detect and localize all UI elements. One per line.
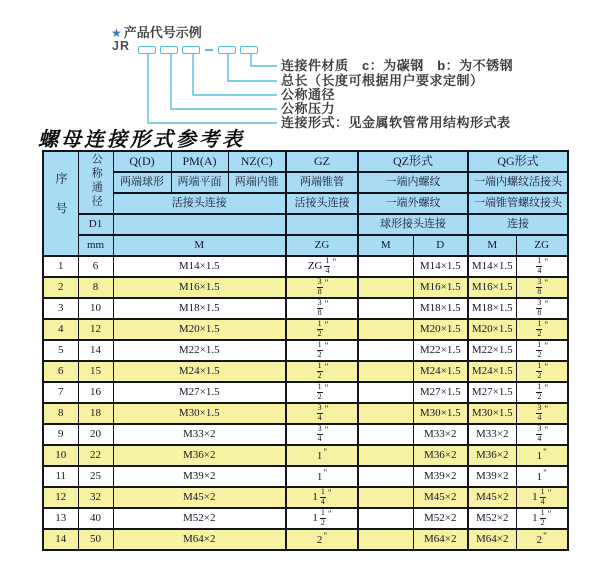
header-cell	[113, 214, 286, 235]
fraction: $\frac{1}{2}$	[537, 319, 542, 338]
header-group-pma: PM(A)	[171, 151, 228, 172]
header-cell: 两端球形	[113, 172, 171, 193]
cell-m-thread: M36×2	[113, 445, 286, 466]
cell-m-thread: M27×1.5	[113, 382, 286, 403]
cell-qz-d: M45×2	[413, 487, 468, 508]
header-cell: 两端内锥	[228, 172, 286, 193]
cell-qg-m: M20×1.5	[468, 319, 516, 340]
table-row	[43, 256, 568, 277]
table-row	[43, 424, 568, 445]
cell-seq: 5	[43, 340, 78, 361]
fraction: $\frac{3}{8}$	[537, 277, 542, 296]
header-cell: 一端外螺纹	[358, 193, 468, 214]
header-seq: 序号	[43, 151, 78, 256]
fraction: $\frac{1}{2}$	[537, 340, 542, 359]
cell-qg-m: M52×2	[468, 508, 516, 529]
cell-m-thread: M16×1.5	[113, 277, 286, 298]
cell-qg-zg: $\frac{3}{4}$ "	[516, 424, 568, 445]
header-cell: 一端锥管螺纹接头	[468, 193, 568, 214]
cell-qg-m: M18×1.5	[468, 298, 516, 319]
header-cell: 球形接头连接	[358, 214, 468, 235]
header-nominal-diameter: 公称通径	[78, 151, 113, 214]
header-cell: 两端平面	[171, 172, 228, 193]
header-cell: 活接头连接	[286, 193, 358, 214]
cell-qz-m	[358, 424, 413, 445]
cell-qz-m	[358, 361, 413, 382]
fraction: $\frac{1}{4}$	[325, 256, 330, 275]
product-code-prefix: JR	[112, 39, 130, 53]
header-cell: 活接头连接	[113, 193, 286, 214]
cell-qg-m: M30×1.5	[468, 403, 516, 424]
cell-qz-m	[358, 277, 413, 298]
code-label-nominal-pressure: 公称压力	[281, 101, 336, 116]
cell-dn: 22	[78, 445, 113, 466]
cell-qg-zg: $\frac{3}{8}$ "	[516, 298, 568, 319]
cell-m-thread: M22×1.5	[113, 340, 286, 361]
cell-qz-d: M27×1.5	[413, 382, 468, 403]
cell-gz: $\frac{3}{4}$ "	[286, 403, 358, 424]
header-group-qz: QZ形式	[358, 151, 468, 172]
cell-gz: 2"	[286, 529, 358, 550]
cell-qz-d: M33×2	[413, 424, 468, 445]
cell-m-thread: M45×2	[113, 487, 286, 508]
cell-m-thread: M64×2	[113, 529, 286, 550]
cell-qg-m: M22×1.5	[468, 340, 516, 361]
table-row	[43, 340, 568, 361]
cell-qz-m	[358, 487, 413, 508]
cell-qz-d: M14×1.5	[413, 256, 468, 277]
cell-gz: $\frac{1}{2}$ "	[286, 361, 358, 382]
fraction: $\frac{1}{2}$	[537, 361, 542, 380]
cell-qg-zg: 1 $\frac{1}{4}$ "	[516, 487, 568, 508]
cell-dn: 16	[78, 382, 113, 403]
cell-seq: 9	[43, 424, 78, 445]
cell-qg-m: M24×1.5	[468, 361, 516, 382]
header-group-qg: QG形式	[468, 151, 568, 172]
fraction: $\frac{1}{2}$	[317, 361, 322, 380]
cell-seq: 10	[43, 445, 78, 466]
cell-gz: 1"	[286, 445, 358, 466]
cell-qg-zg: $\frac{1}{4}$ "	[516, 256, 568, 277]
cell-qz-m	[358, 403, 413, 424]
cell-qg-m: M33×2	[468, 424, 516, 445]
cell-m-thread: M33×2	[113, 424, 286, 445]
header-cell: 一端内螺纹	[358, 172, 468, 193]
cell-seq: 8	[43, 403, 78, 424]
cell-dn: 25	[78, 466, 113, 487]
cell-dn: 15	[78, 361, 113, 382]
table-row	[43, 403, 568, 424]
cell-gz: $\frac{3}{8}$ "	[286, 298, 358, 319]
cell-dn: 32	[78, 487, 113, 508]
fraction: $\frac{1}{4}$	[537, 256, 542, 275]
star-icon: ★	[111, 26, 122, 40]
header-cell: M	[358, 235, 413, 256]
cell-dn: 20	[78, 424, 113, 445]
table-row	[43, 277, 568, 298]
code-box	[182, 46, 200, 54]
cell-qg-m: M45×2	[468, 487, 516, 508]
cell-qg-m: M14×1.5	[468, 256, 516, 277]
header-mm: mm	[78, 235, 113, 256]
cell-qg-zg: 2"	[516, 529, 568, 550]
cell-qg-m: M27×1.5	[468, 382, 516, 403]
cell-gz: $\frac{1}{2}$ "	[286, 340, 358, 361]
cell-seq: 13	[43, 508, 78, 529]
cell-qg-zg: $\frac{3}{4}$ "	[516, 403, 568, 424]
cell-seq: 14	[43, 529, 78, 550]
cell-qz-m	[358, 319, 413, 340]
cell-gz: 1"	[286, 466, 358, 487]
cell-qg-zg: $\frac{3}{8}$ "	[516, 277, 568, 298]
fraction: $\frac{3}{4}$	[317, 424, 322, 443]
cell-qg-m: M39×2	[468, 466, 516, 487]
nut-connection-reference-table	[42, 150, 569, 551]
cell-dn: 14	[78, 340, 113, 361]
header-d1: D1	[78, 214, 113, 235]
cell-qg-zg: $\frac{1}{2}$ "	[516, 340, 568, 361]
cell-qg-zg: $\frac{1}{2}$ "	[516, 361, 568, 382]
header-cell: ZG	[516, 235, 568, 256]
fraction: $\frac{1}{2}$	[317, 319, 322, 338]
code-box	[138, 46, 156, 54]
header-cell: 连接	[468, 214, 568, 235]
header-row	[43, 214, 568, 235]
cell-qz-d: M39×2	[413, 466, 468, 487]
cell-gz: ZG $\frac{1}{4}$ "	[286, 256, 358, 277]
code-box	[240, 46, 258, 54]
cell-dn: 40	[78, 508, 113, 529]
cell-qz-d: M22×1.5	[413, 340, 468, 361]
fraction: $\frac{1}{4}$	[320, 487, 325, 506]
cell-m-thread: M18×1.5	[113, 298, 286, 319]
cell-seq: 1	[43, 256, 78, 277]
cell-qz-m	[358, 466, 413, 487]
table-row	[43, 487, 568, 508]
cell-qz-d: M18×1.5	[413, 298, 468, 319]
code-box	[218, 46, 236, 54]
table-row	[43, 361, 568, 382]
cell-seq: 2	[43, 277, 78, 298]
code-label-nominal-diameter: 公称通径	[281, 87, 336, 102]
fraction: $\frac{3}{4}$	[537, 403, 542, 422]
fraction: $\frac{1}{2}$	[320, 508, 325, 527]
table-row	[43, 382, 568, 403]
header-row	[43, 193, 568, 214]
cell-seq: 3	[43, 298, 78, 319]
table-row	[43, 445, 568, 466]
cell-seq: 7	[43, 382, 78, 403]
header-cell: M	[113, 235, 286, 256]
cell-gz: $\frac{3}{4}$ "	[286, 424, 358, 445]
cell-dn: 6	[78, 256, 113, 277]
cell-gz: $\frac{3}{8}$ "	[286, 277, 358, 298]
cell-seq: 12	[43, 487, 78, 508]
table-row	[43, 466, 568, 487]
fraction: $\frac{3}{8}$	[537, 298, 542, 317]
cell-m-thread: M24×1.5	[113, 361, 286, 382]
cell-qz-m	[358, 508, 413, 529]
cell-gz: $\frac{1}{2}$ "	[286, 319, 358, 340]
cell-qz-d: M64×2	[413, 529, 468, 550]
connector-lines	[0, 0, 300, 140]
code-box	[160, 46, 178, 54]
table-row	[43, 529, 568, 550]
cell-m-thread: M20×1.5	[113, 319, 286, 340]
cell-qz-m	[358, 256, 413, 277]
cell-dn: 12	[78, 319, 113, 340]
code-label-material: 连接件材质 c：为碳钢 b：为不锈钢	[281, 58, 514, 73]
code-label-total-length: 总长（长度可根据用户要求定制）	[281, 73, 484, 88]
cell-qz-d: M16×1.5	[413, 277, 468, 298]
product-code-boxes	[138, 45, 258, 54]
fraction: $\frac{1}{2}$	[537, 382, 542, 401]
header-cell: 一端内螺纹活接头	[468, 172, 568, 193]
cell-qg-zg: 1 $\frac{1}{2}$ "	[516, 508, 568, 529]
cell-qz-m	[358, 298, 413, 319]
cell-qz-d: M36×2	[413, 445, 468, 466]
fraction: $\frac{1}{2}$	[540, 508, 545, 527]
header-cell	[286, 214, 358, 235]
cell-dn: 8	[78, 277, 113, 298]
cell-qg-zg: $\frac{1}{2}$ "	[516, 382, 568, 403]
cell-qg-zg: $\frac{1}{2}$ "	[516, 319, 568, 340]
cell-qz-m	[358, 445, 413, 466]
product-code-example-label: 产品代号示例	[123, 25, 202, 40]
header-row	[43, 235, 568, 256]
table-row	[43, 508, 568, 529]
fraction: $\frac{3}{8}$	[317, 277, 322, 296]
cell-qz-d: M52×2	[413, 508, 468, 529]
cell-qz-m	[358, 529, 413, 550]
fraction: $\frac{3}{4}$	[317, 403, 322, 422]
cell-seq: 4	[43, 319, 78, 340]
header-cell: 两端锥管	[286, 172, 358, 193]
cell-dn: 18	[78, 403, 113, 424]
cell-qg-m: M36×2	[468, 445, 516, 466]
code-label-connection-type: 连接形式：见金属软管常用结构形式表	[281, 115, 511, 130]
table-row	[43, 319, 568, 340]
header-group-gz: GZ	[286, 151, 358, 172]
code-dash	[205, 49, 213, 51]
cell-qz-m	[358, 340, 413, 361]
fraction: $\frac{1}{4}$	[540, 487, 545, 506]
cell-qz-m	[358, 382, 413, 403]
cell-qg-m: M16×1.5	[468, 277, 516, 298]
table-title: 螺母连接形式参考表	[38, 129, 245, 151]
header-row	[43, 172, 568, 193]
cell-qg-m: M64×2	[468, 529, 516, 550]
cell-qz-d: M24×1.5	[413, 361, 468, 382]
cell-m-thread: M30×1.5	[113, 403, 286, 424]
cell-m-thread: M14×1.5	[113, 256, 286, 277]
header-row	[43, 151, 568, 172]
table-row	[43, 298, 568, 319]
cell-dn: 10	[78, 298, 113, 319]
header-cell: ZG	[286, 235, 358, 256]
cell-m-thread: M39×2	[113, 466, 286, 487]
cell-gz: $\frac{1}{2}$ "	[286, 382, 358, 403]
cell-gz: 1 $\frac{1}{2}$ "	[286, 508, 358, 529]
fraction: $\frac{3}{8}$	[317, 298, 322, 317]
fraction: $\frac{1}{2}$	[317, 382, 322, 401]
fraction: $\frac{3}{4}$	[537, 424, 542, 443]
cell-qg-zg: 1"	[516, 466, 568, 487]
cell-qz-d: M20×1.5	[413, 319, 468, 340]
cell-qz-d: M30×1.5	[413, 403, 468, 424]
cell-gz: 1 $\frac{1}{4}$ "	[286, 487, 358, 508]
header-group-nzc: NZ(C)	[228, 151, 286, 172]
cell-m-thread: M52×2	[113, 508, 286, 529]
cell-seq: 11	[43, 466, 78, 487]
cell-qg-zg: 1"	[516, 445, 568, 466]
header-cell: D	[413, 235, 468, 256]
cell-seq: 6	[43, 361, 78, 382]
cell-dn: 50	[78, 529, 113, 550]
fraction: $\frac{1}{2}$	[317, 340, 322, 359]
header-cell: M	[468, 235, 516, 256]
header-group-qd: Q(D)	[113, 151, 171, 172]
